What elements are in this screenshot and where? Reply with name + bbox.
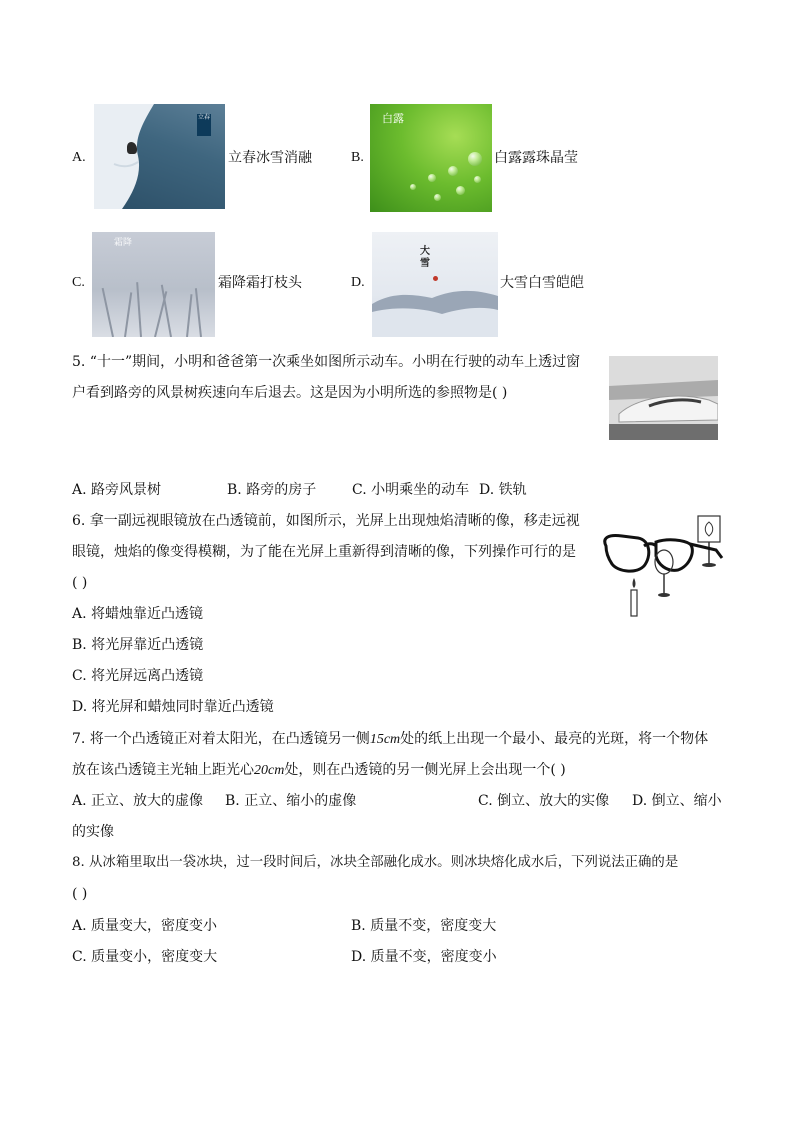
q7-option-d-continuation: 的实像	[72, 824, 114, 840]
q8-option-c: C. 质量变小，密度变大	[72, 949, 218, 965]
q8-option-b: B. 质量不变，密度变大	[351, 918, 497, 934]
dew-drop	[448, 166, 458, 176]
option-label-a: A.	[72, 150, 86, 165]
q7-stem-part2: 处的纸上出现一个最小、最亮的光斑，将一个物体	[400, 731, 709, 747]
q7-stem-part4: 处，则在凸透镜的另一侧光屏上会出现一个( )	[284, 762, 566, 778]
q6-stem-line1: 6. 拿一副远视眼镜放在凸透镜前，如图所示，光屏上出现烛焰清晰的像，移走远视	[72, 513, 580, 529]
q5-option-d: D. 铁轨	[479, 482, 527, 498]
q6-option-d: D. 将光屏和蜡烛同时靠近凸透镜	[72, 699, 274, 715]
dew-drop	[474, 176, 481, 183]
bird-figure	[127, 142, 137, 154]
q8-option-d: D. 质量不变，密度变小	[351, 949, 497, 965]
image-title-c: 霜降	[114, 238, 133, 248]
dew-drop	[410, 184, 416, 190]
frost-grass	[102, 288, 114, 337]
frost-grass	[195, 288, 202, 337]
q7-distance-focus: 15cm	[369, 732, 401, 747]
option-label-c: C.	[72, 275, 85, 290]
q6-option-a: A. 将蜡烛靠近凸透镜	[72, 606, 204, 622]
q6-option-c: C. 将光屏远离凸透镜	[72, 668, 204, 684]
option-caption-b: 白露露珠晶莹	[494, 150, 578, 166]
bullet-train-graphic	[609, 356, 718, 440]
option-caption-d: 大雪白雪皑皑	[500, 275, 584, 291]
option-label-d: D.	[351, 275, 365, 290]
frost-grass	[136, 282, 142, 337]
q7-option-a: A. 正立、放大的虚像	[72, 793, 204, 809]
q7-stem-line2	[72, 760, 566, 781]
q8-stem-line1: 8. 从冰箱里取出一袋冰块，过一段时间后，冰块全部融化成水。则冰块熔化成水后，下列说法正确的是	[72, 855, 679, 870]
bullet-train-image	[609, 356, 718, 440]
option-label-b: B.	[351, 150, 364, 165]
white-dew-image	[370, 104, 492, 212]
q7-option-b: B. 正立、缩小的虚像	[225, 793, 357, 809]
q7-stem-part3: 放在该凸透镜主光轴上距光心	[72, 762, 254, 778]
q6-stem-line2: 眼镜，烛焰的像变得模糊，为了能在光屏上重新得到清晰的像，下列操作可行的是	[72, 544, 576, 560]
q6-stem-line3: ( )	[72, 575, 88, 591]
q7-stem-line1	[72, 729, 708, 750]
q5-stem-line1: 5. “十一”期间，小明和爸爸第一次乘坐如图所示动车。小明在行驶的动车上透过窗	[72, 354, 581, 370]
dew-drop	[434, 194, 441, 201]
q5-option-c: C. 小明乘坐的动车	[352, 482, 470, 498]
q5-stem-line2: 户看到路旁的风景树疾速向车后退去。这是因为小明所选的参照物是( )	[72, 385, 508, 401]
image-title-b: 白露	[382, 112, 404, 125]
q5-option-a: A. 路旁风景树	[72, 482, 162, 498]
q8-stem-line2: ( )	[72, 886, 88, 902]
frost-descent-image	[92, 232, 215, 337]
dew-drop	[428, 174, 436, 182]
glasses-lens-diagram	[598, 510, 728, 620]
q6-option-b: B. 将光屏靠近凸透镜	[72, 637, 204, 653]
q7-option-c: C. 倒立、放大的实像	[478, 793, 610, 809]
dew-drop	[468, 152, 482, 166]
frost-grass	[186, 294, 192, 337]
q5-option-b: B. 路旁的房子	[227, 482, 317, 498]
image-title-d: 大雪	[420, 246, 430, 269]
option-caption-a: 立春冰雪消融	[228, 150, 312, 166]
image-title-a: 立春	[198, 114, 211, 121]
q7-stem-part1: 7. 将一个凸透镜正对着太阳光，在凸透镜另一侧	[72, 731, 370, 747]
spring-ice-melting-image	[94, 104, 225, 209]
option-caption-c: 霜降霜打枝头	[218, 275, 302, 291]
dew-drop	[456, 186, 465, 195]
q7-distance-object: 20cm	[254, 763, 285, 778]
q8-option-a: A. 质量变大，密度变小	[72, 918, 218, 934]
q7-option-d: D. 倒立、缩小	[632, 793, 722, 809]
heavy-snow-image	[372, 232, 498, 337]
snowy-forest-graphic	[372, 232, 498, 337]
frost-grass	[124, 292, 132, 337]
